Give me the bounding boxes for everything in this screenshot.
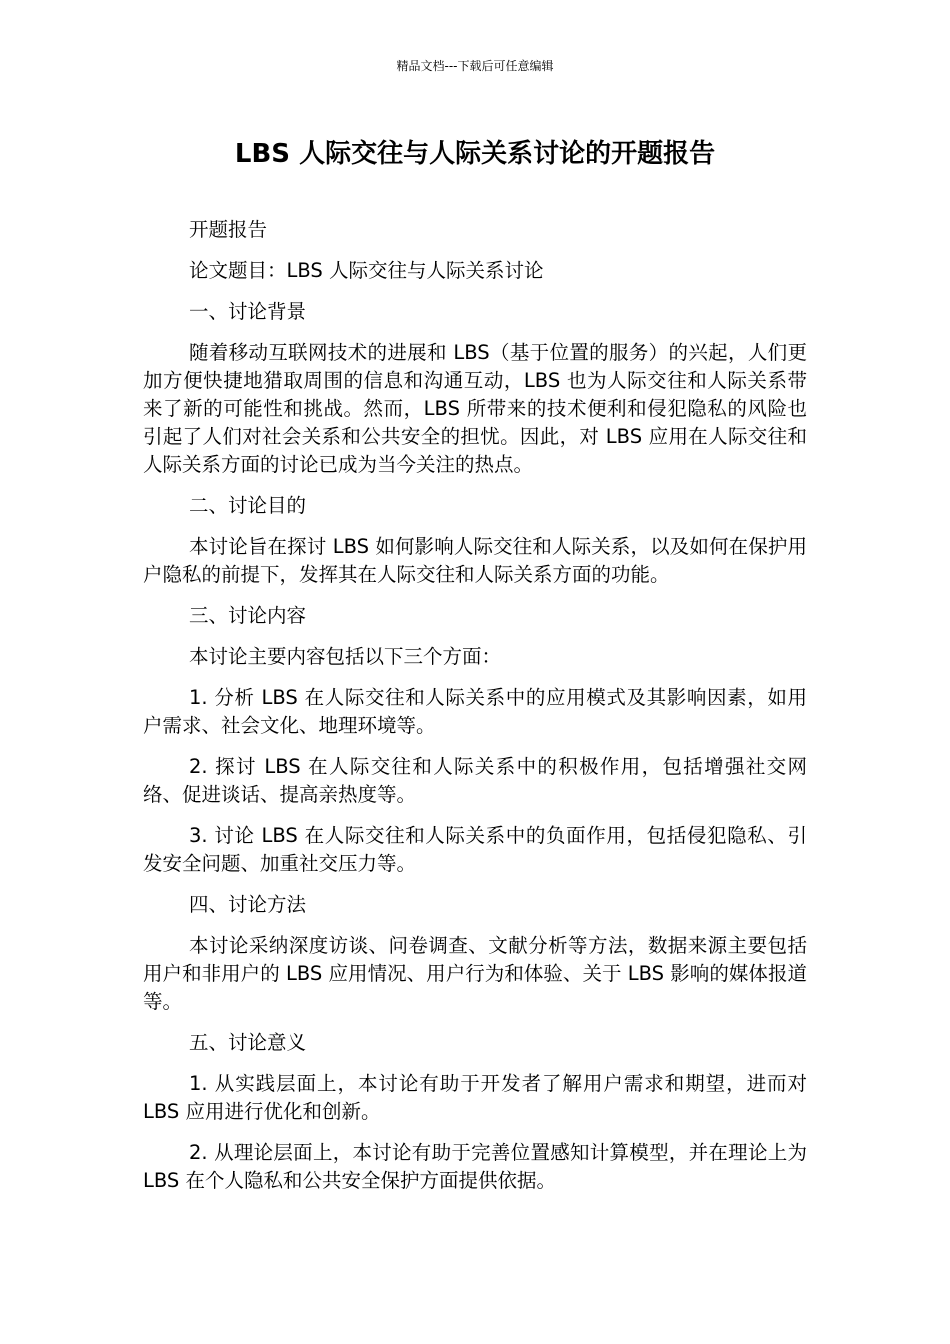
list-item-significance-2: 2. 从理论层面上，本讨论有助于完善位置感知计算模型，并在理论上为 LBS 在个人隐私和公共安全保护方面提供依据。 [143,1141,807,1192]
paragraph-method: 本讨论采纳深度访谈、问卷调查、文献分析等方法，数据来源主要包括用户和非用户的 LBS 应用情况、用户行为和体验、关于 LBS 影响的媒体报道等。 [143,934,807,1013]
page-header-note: 精品文档---下载后可任意编辑 [396,59,554,73]
document-title: LBS 人际交往与人际关系讨论的开题报告 [234,139,716,169]
paragraph-report-label: 开题报告 [189,218,268,241]
section-heading-background: 一、讨论背景 [189,300,307,323]
paragraph-background: 随着移动互联网技术的进展和 LBS（基于位置的服务）的兴起，人们更加方便快捷地猎取周围的信息和沟通互动，LBS 也为人际交往和人际关系带来了新的可能性和挑战。然而，LBS 所带来的技术便利和侵犯隐私的风险也引起了人们对社会关系和公共安全的担忧。因此，对 LBS 应用在人际交往和人际关系方面的讨论已成为当今关注的热点。 [143,341,807,476]
paragraph-purpose: 本讨论旨在探讨 LBS 如何影响人际交往和人际关系，以及如何在保护用户隐私的前提下，发挥其在人际交往和人际关系方面的功能。 [143,535,807,586]
list-item-content-2: 2. 探讨 LBS 在人际交往和人际关系中的积极作用，包括增强社交网络、促进谈话、提高亲热度等。 [143,755,807,806]
list-item-content-1: 1. 分析 LBS 在人际交往和人际关系中的应用模式及其影响因素，如用户需求、社会文化、地理环境等。 [143,686,807,737]
section-heading-content: 三、讨论内容 [189,604,307,627]
list-item-significance-1: 1. 从实践层面上，本讨论有助于开发者了解用户需求和期望，进而对 LBS 应用进行优化和创新。 [143,1072,807,1123]
list-item-content-3: 3. 讨论 LBS 在人际交往和人际关系中的负面作用，包括侵犯隐私、引发安全问题、加重社交压力等。 [143,824,807,875]
section-heading-method: 四、讨论方法 [189,893,307,916]
section-heading-purpose: 二、讨论目的 [189,494,307,517]
document-body [143,216,807,1208]
paragraph-thesis-title: 论文题目：LBS 人际交往与人际关系讨论 [189,259,544,282]
paragraph-content-intro: 本讨论主要内容包括以下三个方面： [189,645,502,668]
section-heading-significance: 五、讨论意义 [189,1031,307,1054]
